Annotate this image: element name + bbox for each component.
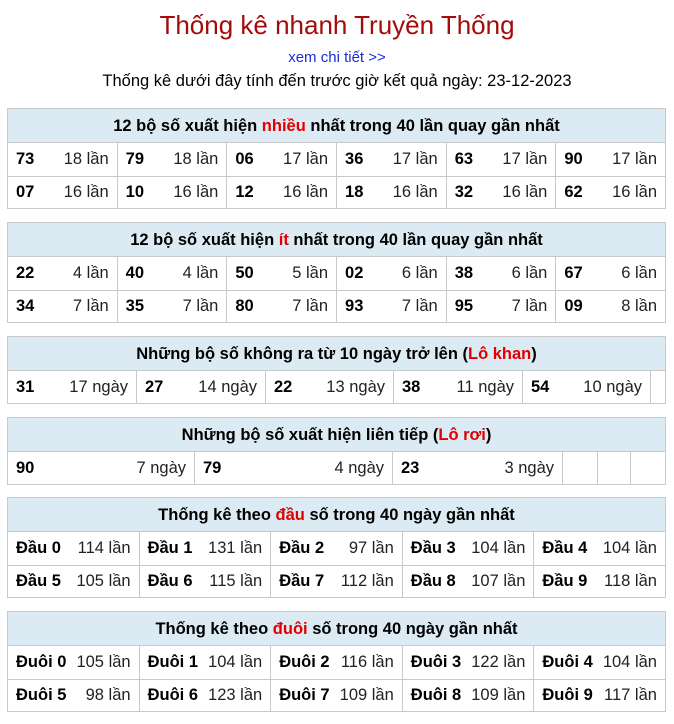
stat-number: Đầu 2 [279,539,325,557]
stat-count: 17 ngày [69,377,128,396]
stat-count: 7 lần [182,297,219,315]
stat-cell [136,371,265,403]
stat-count: 18 lần [63,150,109,168]
stat-number: 40 [125,264,145,282]
stat-number: 12 [235,183,254,201]
stat-count: 118 lần [604,572,657,590]
dau-section [7,497,666,598]
empty-cell [562,452,597,484]
stat-cell [270,532,402,565]
stat-cell [555,291,665,322]
empty-cell [597,452,630,484]
stat-number: Đuôi 8 [410,686,462,704]
stat-number: 02 [345,264,364,282]
stat-cell [8,532,139,565]
stat-count: 112 lần [340,572,394,590]
lo-roi-section [7,417,666,485]
stat-number: Đầu 6 [147,572,193,590]
stat-cell [533,680,665,711]
stat-cell [8,291,117,322]
stat-number: 54 [531,377,550,396]
stat-count: 115 lần [209,572,263,590]
stat-number: Đuôi 2 [279,653,330,671]
stat-count: 16 lần [392,183,438,201]
stat-number: 18 [345,183,364,201]
stat-number: 79 [203,458,222,477]
stat-count: 16 lần [283,183,329,201]
stat-count: 4 ngày [334,458,384,477]
stat-cell [270,646,402,679]
least-frequent-section [7,222,666,323]
stat-count: 104 lần [208,653,263,671]
section-header: 12 bộ số xuất hiện ít nhất trong 40 lần quay gần nhất [8,223,665,257]
stat-cell [336,291,446,322]
stat-number: 90 [16,458,35,477]
stat-count: 18 lần [173,150,219,168]
stat-count: 98 lần [85,686,131,704]
stat-number: Đuôi 7 [279,686,330,704]
stat-number: Đầu 0 [16,539,61,557]
stat-cell [139,566,271,597]
section-header: Thống kê theo đầu số trong 40 ngày gần nhất [8,498,665,532]
stat-cell [8,177,117,208]
stat-count: 105 lần [76,572,131,590]
stat-cell [336,257,446,290]
stat-count: 10 ngày [583,377,642,396]
stat-number: 10 [125,183,145,201]
stat-number: Đầu 5 [16,572,61,590]
stat-cell [270,680,402,711]
section-header: Những bộ số xuất hiện liên tiếp (Lô rơi) [8,418,665,452]
stat-count: 7 lần [72,297,109,315]
stat-number: Đầu 4 [542,539,588,557]
stat-number: Đuôi 5 [16,686,67,704]
stat-cell [446,177,556,208]
stat-number: 07 [16,183,35,201]
stat-cell [265,371,393,403]
stat-cell [226,257,336,290]
date-prefix: Thống kê dưới đây tính đến trước giờ kết quả ngày: [102,72,488,90]
stat-number: Đầu 8 [410,572,456,590]
stat-count: 7 lần [511,297,548,315]
stat-number: Đầu 9 [542,572,588,590]
stat-cell [117,143,227,176]
stat-cell [8,566,139,597]
stat-count: 104 lần [602,653,657,671]
stat-number: Đầu 1 [147,539,193,557]
stat-count: 11 ngày [456,377,514,396]
report-date: 23-12-2023 [487,72,572,90]
table-row [8,143,665,176]
stat-cell [533,532,665,565]
stat-cell [8,143,117,176]
stat-count: 17 lần [283,150,329,168]
stat-number: 63 [454,150,474,168]
most-frequent-section [7,108,666,209]
stat-cell [446,291,556,322]
stat-cell [555,257,665,290]
stat-count: 7 lần [292,297,329,315]
stat-number: 67 [564,264,583,282]
table-row [8,646,665,679]
stat-count: 16 lần [173,183,219,201]
stat-cell [117,291,227,322]
stat-count: 7 lần [401,297,438,315]
stat-cell [533,566,665,597]
stat-cell [226,291,336,322]
stat-number: 50 [235,264,254,282]
stat-number: Đuôi 4 [542,653,593,671]
stat-cell [393,371,522,403]
empty-cell [650,371,670,403]
stat-cell [8,452,194,484]
stat-number: Đuôi 1 [147,653,199,671]
stat-cell [555,143,665,176]
stat-number: 38 [454,264,474,282]
stat-number: 34 [16,297,35,315]
table-row [8,452,665,484]
stat-count: 14 ngày [198,377,257,396]
stat-count: 17 lần [612,150,658,168]
view-detail-link[interactable]: xem chi tiết >> [288,49,386,66]
stat-count: 131 lần [208,539,263,557]
table-row [8,532,665,565]
stat-count: 107 lần [471,572,526,590]
table-row [8,679,665,711]
stat-number: 31 [16,377,35,396]
stat-cell [270,566,402,597]
stat-cell [117,257,227,290]
table-row [8,371,665,403]
stat-cell [336,177,446,208]
stat-count: 7 ngày [136,458,186,477]
stat-cell [446,143,556,176]
stat-cell [392,452,562,484]
stat-count: 4 lần [182,264,219,282]
stat-number: Đầu 7 [279,572,325,590]
stat-number: 90 [564,150,583,168]
stat-number: 06 [235,150,254,168]
stat-cell [402,646,534,679]
stat-cell [533,646,665,679]
stat-number: Đầu 3 [410,539,456,557]
stat-cell [446,257,556,290]
stat-cell [139,680,271,711]
stat-cell [8,646,139,679]
stat-count: 114 lần [77,539,131,557]
duoi-section [7,611,666,712]
stat-cell [226,177,336,208]
stat-count: 109 lần [339,686,394,704]
stat-count: 6 lần [511,264,548,282]
stat-cell [402,566,534,597]
stat-number: 23 [401,458,420,477]
stat-number: 27 [145,377,164,396]
stat-count: 3 ngày [504,458,554,477]
stat-cell [402,680,534,711]
stat-cell [8,257,117,290]
stat-cell [402,532,534,565]
stat-number: Đuôi 3 [410,653,462,671]
stat-cell [336,143,446,176]
stat-cell [555,177,665,208]
stat-count: 104 lần [471,539,526,557]
table-row [8,257,665,290]
stat-number: 35 [125,297,145,315]
stat-count: 117 lần [604,686,657,704]
table-row [8,290,665,322]
stat-cell [8,371,136,403]
stat-count: 4 lần [72,264,109,282]
stat-cell [139,532,271,565]
section-header: Những bộ số không ra từ 10 ngày trở lên (Lô khan) [8,337,665,371]
section-header: 12 bộ số xuất hiện nhiều nhất trong 40 lần quay gần nhất [8,109,665,143]
stat-number: 93 [345,297,364,315]
stat-count: 6 lần [401,264,438,282]
stat-number: 62 [564,183,583,201]
stat-count: 122 lần [471,653,526,671]
stat-number: 22 [274,377,293,396]
date-line [0,72,674,91]
stat-count: 8 lần [621,297,658,315]
lo-khan-section [7,336,666,404]
stat-count: 6 lần [621,264,658,282]
stat-number: 95 [454,297,474,315]
stat-cell [522,371,650,403]
stat-number: 32 [454,183,474,201]
stat-number: 79 [125,150,145,168]
stat-count: 104 lần [602,539,657,557]
section-header: Thống kê theo đuôi số trong 40 ngày gần nhất [8,612,665,646]
empty-cell [630,452,663,484]
table-row [8,176,665,208]
stat-cell [8,680,139,711]
stat-count: 5 lần [292,264,329,282]
stat-number: 38 [402,377,421,396]
stat-number: Đuôi 0 [16,653,67,671]
stat-cell [194,452,392,484]
stat-count: 97 lần [348,539,394,557]
stat-count: 17 lần [392,150,438,168]
stat-count: 16 lần [612,183,658,201]
stat-count: 109 lần [471,686,526,704]
stat-count: 16 lần [502,183,548,201]
table-row [8,565,665,597]
stat-number: 73 [16,150,35,168]
page-title: Thống kê nhanh Truyền Thống [159,10,515,40]
stat-cell [117,177,227,208]
stat-number: 09 [564,297,583,315]
stat-number: Đuôi 6 [147,686,199,704]
stat-count: 123 lần [208,686,263,704]
stat-number: 36 [345,150,364,168]
stat-number: 80 [235,297,254,315]
stat-count: 105 lần [76,653,131,671]
stat-count: 17 lần [502,150,548,168]
stat-number: Đuôi 9 [542,686,593,704]
stat-cell [226,143,336,176]
stat-count: 13 ngày [326,377,385,396]
stat-count: 16 lần [63,183,109,201]
stat-count: 116 lần [340,653,394,671]
stat-number: 22 [16,264,35,282]
stat-cell [139,646,271,679]
